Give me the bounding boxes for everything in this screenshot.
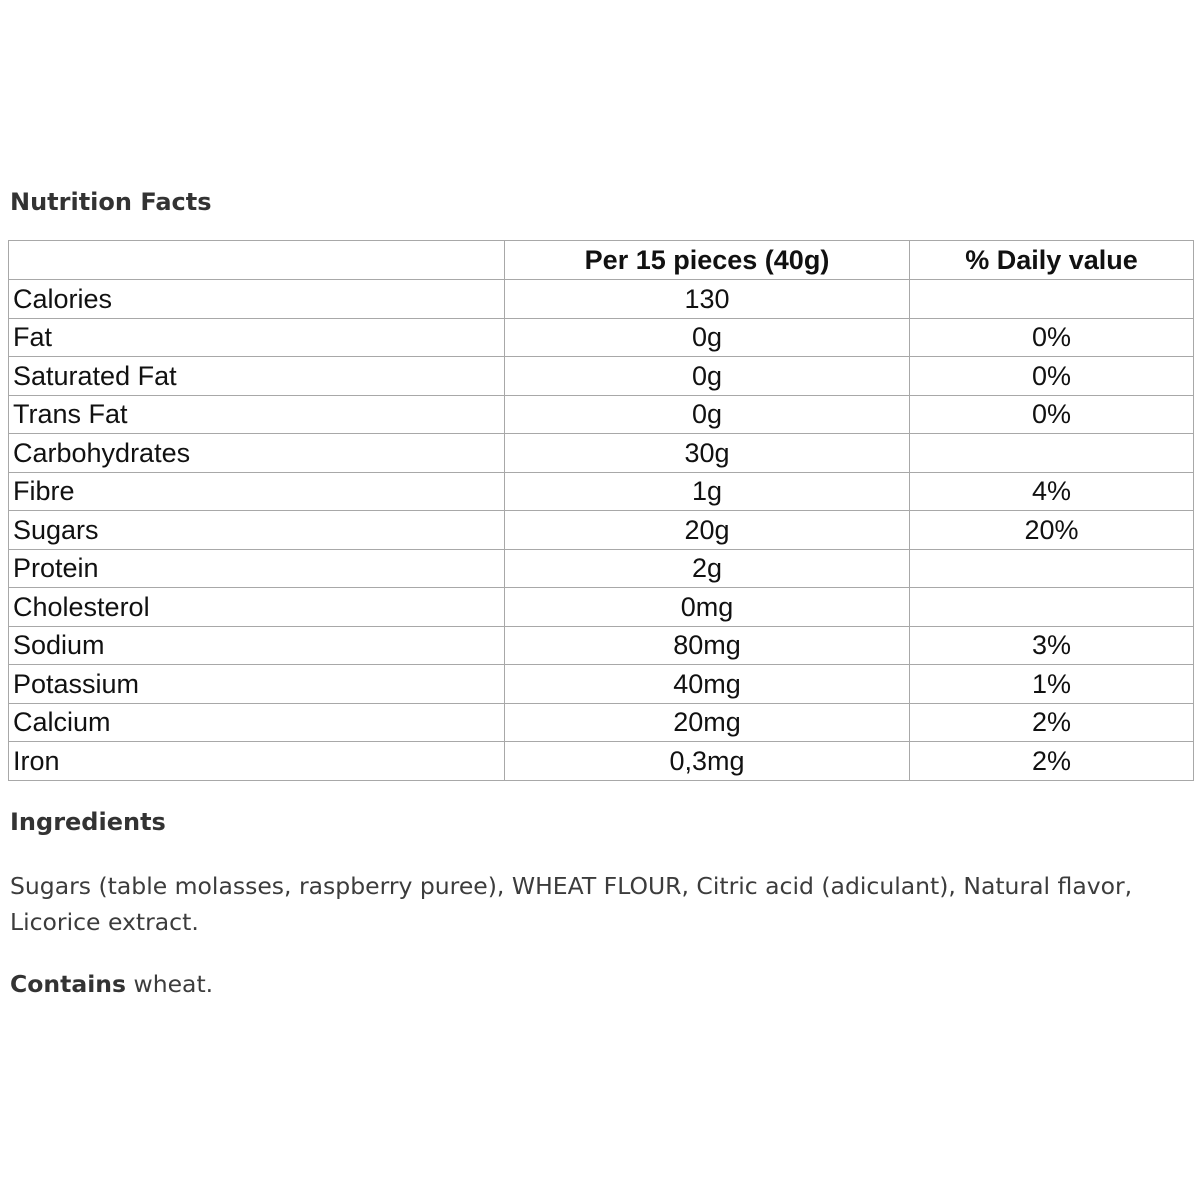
nutrient-amount: 0g: [505, 395, 910, 434]
nutrient-daily-value: 3%: [910, 626, 1194, 665]
header-per-serving: Per 15 pieces (40g): [505, 241, 910, 280]
table-row: [9, 665, 1194, 704]
nutrient-daily-value: [910, 434, 1194, 473]
nutrition-table: [8, 240, 1194, 781]
nutrient-daily-value: 2%: [910, 703, 1194, 742]
nutrient-name: Sugars: [9, 511, 505, 550]
nutrient-daily-value: 4%: [910, 472, 1194, 511]
allergen-statement: [10, 966, 213, 1002]
nutrient-name: Protein: [9, 549, 505, 588]
nutrient-amount: 2g: [505, 549, 910, 588]
table-row: [9, 472, 1194, 511]
nutrient-daily-value: 1%: [910, 665, 1194, 704]
nutrition-facts-title: Nutrition Facts: [10, 188, 212, 216]
nutrition-header-row: [9, 241, 1194, 280]
nutrient-name: Calories: [9, 280, 505, 319]
nutrient-name: Trans Fat: [9, 395, 505, 434]
ingredients-list: Sugars (table molasses, raspberry puree), WHEAT FLOUR, Citric acid (adiculant), Natural flavor, Licorice extract.: [10, 872, 1133, 936]
header-daily-value: % Daily value: [910, 241, 1194, 280]
nutrient-amount: 20mg: [505, 703, 910, 742]
table-row: [9, 588, 1194, 627]
nutrient-amount: 20g: [505, 511, 910, 550]
nutrient-amount: 0mg: [505, 588, 910, 627]
table-row: [9, 549, 1194, 588]
nutrient-name: Fat: [9, 318, 505, 357]
nutrient-daily-value: [910, 588, 1194, 627]
table-row: [9, 434, 1194, 473]
nutrient-amount: 0g: [505, 357, 910, 396]
header-nutrient: [9, 241, 505, 280]
table-row: [9, 511, 1194, 550]
nutrient-amount: 80mg: [505, 626, 910, 665]
nutrient-name: Potassium: [9, 665, 505, 704]
nutrient-amount: 0g: [505, 318, 910, 357]
nutrient-daily-value: 0%: [910, 357, 1194, 396]
nutrient-name: Carbohydrates: [9, 434, 505, 473]
table-row: [9, 318, 1194, 357]
nutrient-amount: 130: [505, 280, 910, 319]
nutrient-daily-value: 2%: [910, 742, 1194, 781]
table-row: [9, 395, 1194, 434]
nutrient-name: Saturated Fat: [9, 357, 505, 396]
nutrient-daily-value: [910, 549, 1194, 588]
nutrient-name: Sodium: [9, 626, 505, 665]
nutrient-amount: 0,3mg: [505, 742, 910, 781]
table-row: [9, 742, 1194, 781]
nutrient-daily-value: 0%: [910, 318, 1194, 357]
nutrient-daily-value: 20%: [910, 511, 1194, 550]
nutrient-amount: 40mg: [505, 665, 910, 704]
contains-value: wheat.: [126, 970, 214, 998]
nutrient-name: Iron: [9, 742, 505, 781]
nutrient-amount: 30g: [505, 434, 910, 473]
nutrient-daily-value: 0%: [910, 395, 1194, 434]
contains-label: Contains: [10, 970, 126, 998]
nutrient-name: Cholesterol: [9, 588, 505, 627]
nutrient-daily-value: [910, 280, 1194, 319]
table-row: [9, 626, 1194, 665]
table-row: [9, 280, 1194, 319]
table-row: [9, 357, 1194, 396]
table-row: [9, 703, 1194, 742]
nutrient-amount: 1g: [505, 472, 910, 511]
ingredients-title: Ingredients: [10, 808, 166, 836]
nutrient-name: Fibre: [9, 472, 505, 511]
nutrient-name: Calcium: [9, 703, 505, 742]
